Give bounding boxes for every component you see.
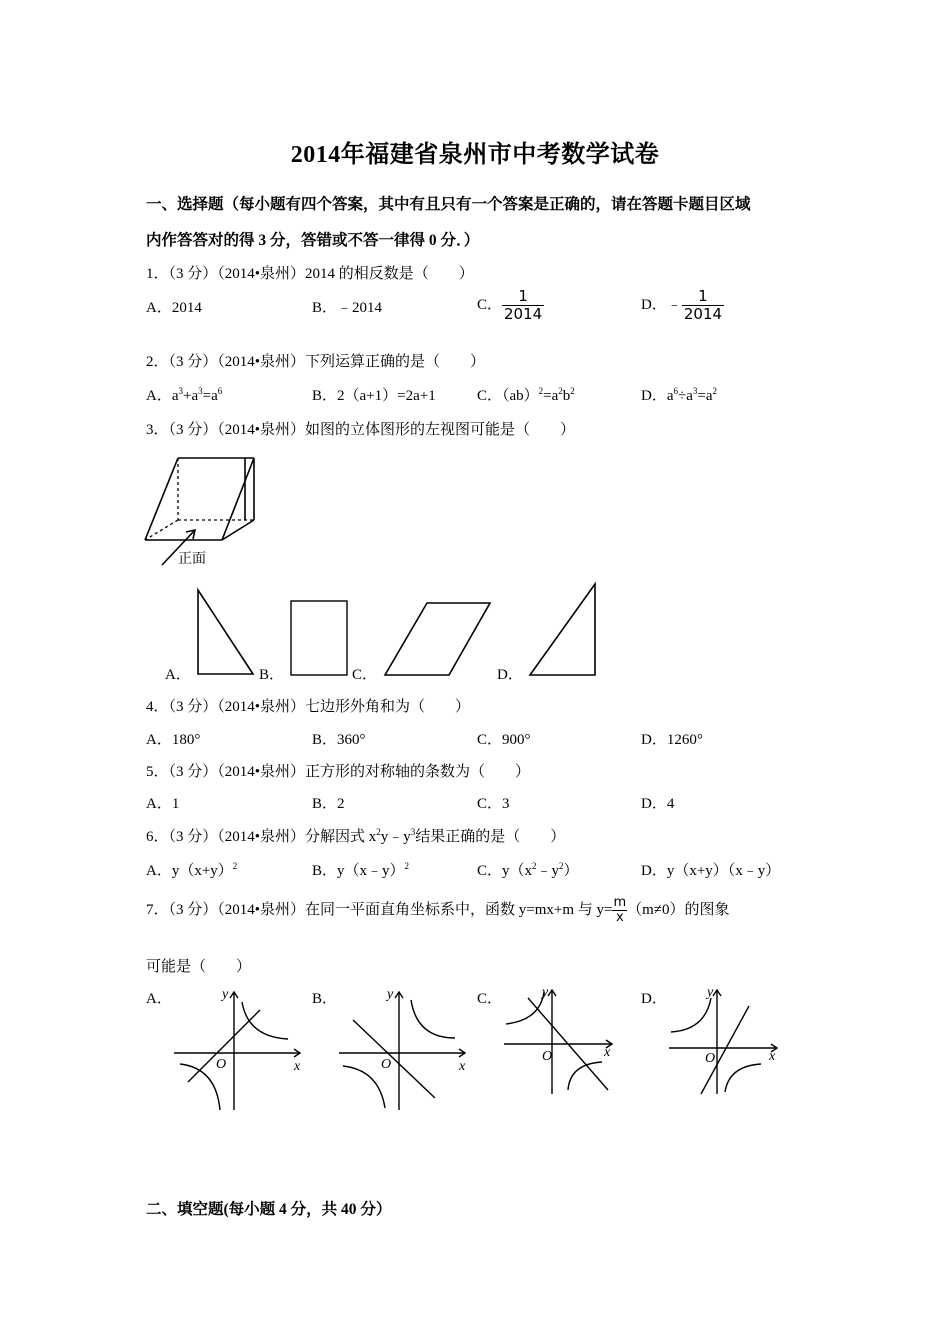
section1-heading-line1: 一、选择题（每小题有四个答案，其中有且只有一个答案是正确的，请在答题卡题目区域: [146, 196, 751, 213]
q2-a-part: a: [171, 388, 179, 404]
q7-graph-a: [170, 982, 310, 1117]
q3-option-d: D．: [497, 667, 523, 683]
q1-option-a: A．2014: [146, 300, 202, 316]
q5-option-d: D．4: [641, 796, 675, 812]
q7-c-axis-x-label: x: [604, 1045, 611, 1060]
q3-front-label: 正面: [178, 551, 206, 567]
q6-stem-part: 结果正确的是（ ）: [415, 829, 566, 845]
q2-option-c: [477, 384, 575, 405]
q1-option-b: B．﹣2014: [312, 300, 383, 316]
q3-option-a: A．: [165, 667, 191, 683]
q7-option-b: B．: [312, 991, 338, 1007]
q2-d-part: ÷a: [678, 388, 693, 404]
q7-stem-fraction: [612, 896, 627, 926]
q6-stem-part: 6．（3 分）（2014•泉州）分解因式 x: [146, 829, 377, 845]
q7-stem-part: 7．（3 分）（2014•泉州）在同一平面直角坐标系中，函数 y=mx+m 与 y=: [146, 902, 613, 919]
q7-d-axis-y-label: y: [707, 985, 714, 1000]
q6-b-part: B．y（x﹣y）: [312, 863, 405, 879]
q7-a-origin-label: O: [216, 1057, 227, 1072]
q7-option-c: C．: [477, 991, 503, 1007]
q2-option-a: [146, 384, 222, 405]
q3-option-a-figure: [195, 588, 257, 678]
q1-option-d: [641, 288, 724, 324]
q4-option-d: D．1260°: [641, 732, 703, 748]
q2-a-label: A．: [146, 388, 172, 404]
q7-a-axis-x-label: x: [294, 1059, 301, 1074]
q7-stem-part: （m≠0）的图象: [627, 902, 730, 919]
q2-a-part: +a: [183, 388, 199, 404]
q1-d-numerator: 1: [682, 288, 724, 306]
q4-stem: 4．（3 分）（2014•泉州）七边形外角和为（ ）: [146, 699, 471, 715]
q6-stem-sup: 3: [410, 827, 416, 837]
q7-c-axis-y-label: y: [542, 985, 549, 1000]
q2-a-sup: 3: [198, 386, 203, 396]
q5-option-c: C．3: [477, 796, 510, 812]
q7-frac-numerator: m: [613, 895, 627, 910]
section1-heading-line2: 内作答答对的得 3 分，答错或不答一律得 0 分．）: [146, 232, 480, 249]
q2-a-sup: 6: [217, 386, 223, 396]
q3-option-d-figure: [527, 582, 599, 678]
q6-stem-part: y﹣y: [380, 829, 411, 845]
q6-c-part: ）: [563, 863, 579, 879]
q2-option-b: B．2（a+1）=2a+1: [312, 388, 436, 404]
q1-stem: 1．（3 分）（2014•泉州）2014 的相反数是（ ）: [146, 266, 474, 282]
q6-option-a: [146, 859, 237, 880]
q6-option-b: [312, 859, 409, 880]
q6-c-part: C．y（x: [477, 863, 533, 879]
q2-c-sup: 2: [570, 386, 575, 396]
q7-b-axis-x-label: x: [459, 1059, 466, 1074]
q7-c-origin-label: O: [542, 1049, 553, 1064]
q7-graph-d: [665, 982, 805, 1102]
q4-option-c: C．900°: [477, 732, 531, 748]
q6-c-sup: 2: [559, 861, 564, 871]
q6-a-sup: 2: [232, 861, 238, 871]
q5-stem: 5．（3 分）（2014•泉州）正方形的对称轴的条数为（ ）: [146, 764, 531, 780]
q2-d-part: =a: [697, 388, 713, 404]
q7-option-d: D．: [641, 991, 667, 1007]
section2-heading: 二、填空题(每小题 4 分，共 40 分）: [146, 1201, 392, 1218]
q7-stem: [146, 896, 730, 926]
q2-c-part: b: [562, 388, 571, 404]
q1-option-d-label: D．: [641, 297, 667, 314]
q1-option-d-sign: ﹣: [666, 297, 682, 314]
q7-b-axis-y-label: y: [387, 987, 394, 1002]
q7-d-origin-label: O: [705, 1051, 716, 1066]
q2-c-sup: 2: [538, 386, 544, 396]
q6-stem-sup: 2: [376, 827, 381, 837]
q5-option-b: B．2: [312, 796, 345, 812]
q2-d-sup: 2: [712, 386, 718, 396]
q7-d-axis-x-label: x: [769, 1049, 776, 1064]
q6-c-sup: 2: [532, 861, 537, 871]
q3-option-b-figure: [290, 600, 350, 678]
q3-solid-figure: [140, 450, 270, 575]
q2-c-label: C．（ab）: [477, 388, 539, 404]
q1-d-denominator: 2014: [683, 305, 723, 324]
q6-b-sup: 2: [404, 861, 410, 871]
q3-option-c-figure: [382, 600, 494, 678]
q1-option-c-fraction: [502, 288, 544, 324]
q1-c-numerator: 1: [502, 288, 544, 306]
q6-option-d: D．y（x+y）（x﹣y）: [641, 863, 781, 879]
q7-graph-b: [335, 982, 475, 1117]
q7-a-axis-y-label: y: [222, 987, 229, 1002]
q2-stem: 2．（3 分）（2014•泉州）下列运算正确的是（ ）: [146, 354, 486, 370]
q2-a-part: =a: [202, 388, 218, 404]
q6-stem: [146, 825, 565, 846]
q3-stem: 3．（3 分）（2014•泉州）如图的立体图形的左视图可能是（ ）: [146, 422, 576, 438]
q3-option-c: C．: [352, 667, 378, 683]
q7-option-a: A．: [146, 991, 172, 1007]
q5-option-a: A．1: [146, 796, 180, 812]
q3-option-b: B．: [259, 667, 285, 683]
q1-option-c: [477, 288, 544, 324]
q7-graph-c: [500, 982, 640, 1102]
q6-a-part: A．y（x+y）: [146, 863, 233, 879]
q2-d-label: D．: [641, 388, 667, 404]
q2-a-sup: 3: [178, 386, 184, 396]
q7-b-origin-label: O: [381, 1057, 392, 1072]
q2-c-sup: 2: [558, 386, 563, 396]
page-title: 2014年福建省泉州市中考数学试卷: [290, 142, 660, 168]
q2-d-part: a: [666, 388, 674, 404]
q1-option-c-label: C．: [477, 297, 503, 314]
q4-option-a: A．180°: [146, 732, 201, 748]
q2-c-part: =a: [543, 388, 559, 404]
q1-c-denominator: 2014: [504, 305, 543, 324]
q2-option-d: [641, 384, 717, 405]
q7-stem-line2: 可能是（ ）: [146, 959, 252, 975]
q2-d-sup: 3: [692, 386, 698, 396]
q7-frac-denominator: x: [615, 910, 624, 926]
q1-option-d-fraction: [682, 288, 724, 324]
q4-option-b: B．360°: [312, 732, 366, 748]
q6-c-part: ﹣y: [536, 863, 560, 879]
q6-option-c: [477, 859, 579, 880]
q2-d-sup: 6: [673, 386, 679, 396]
